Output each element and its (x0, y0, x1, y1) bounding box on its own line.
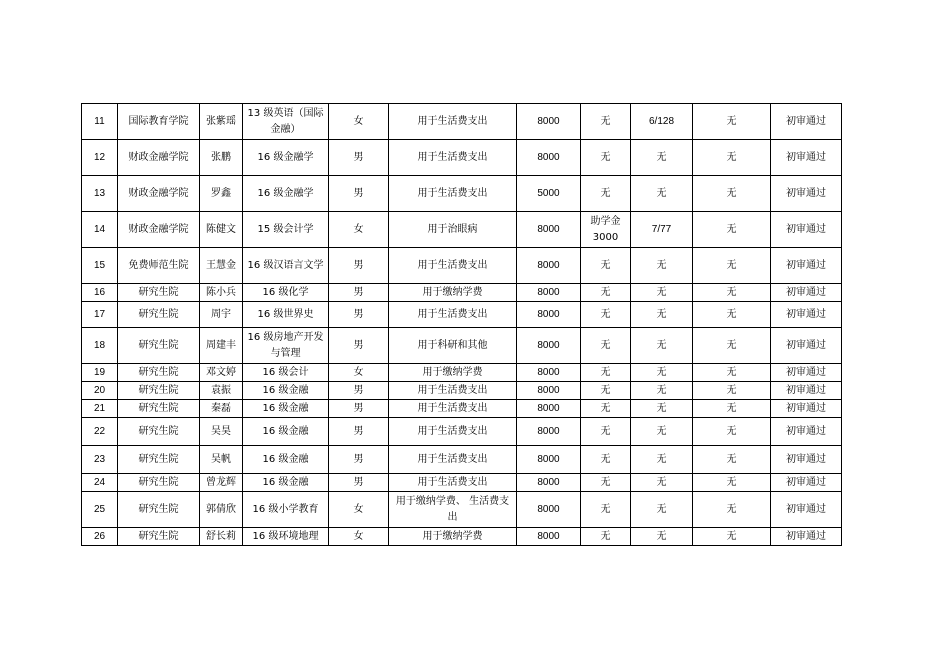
cell-major: 16 级金融 (243, 474, 329, 492)
cell-rank: 6/128 (631, 104, 693, 140)
cell-other: 无 (693, 528, 771, 546)
cell-status: 初审通过 (771, 492, 842, 528)
cell-gender: 男 (329, 140, 389, 176)
table-row (82, 104, 842, 140)
table-row (82, 400, 842, 418)
cell-purpose: 用于生活费支出 (389, 474, 517, 492)
cell-gender: 男 (329, 446, 389, 474)
cell-amount: 8000 (517, 528, 581, 546)
cell-gender: 男 (329, 474, 389, 492)
cell-major: 16 级环境地理 (243, 528, 329, 546)
cell-gender: 男 (329, 248, 389, 284)
cell-status: 初审通过 (771, 328, 842, 364)
cell-status: 初审通过 (771, 302, 842, 328)
cell-aid: 助学金3000 (581, 212, 631, 248)
cell-no: 12 (82, 140, 118, 176)
cell-rank: 无 (631, 528, 693, 546)
cell-aid: 无 (581, 446, 631, 474)
cell-college: 研究生院 (118, 528, 200, 546)
table-row (82, 328, 842, 364)
cell-college: 研究生院 (118, 382, 200, 400)
cell-major: 16 级金融 (243, 400, 329, 418)
cell-amount: 8000 (517, 492, 581, 528)
cell-no: 13 (82, 176, 118, 212)
cell-no: 21 (82, 400, 118, 418)
cell-gender: 女 (329, 104, 389, 140)
cell-major: 16 级金融学 (243, 176, 329, 212)
table-row (82, 248, 842, 284)
cell-aid: 无 (581, 104, 631, 140)
cell-other: 无 (693, 284, 771, 302)
table-row (82, 382, 842, 400)
cell-name: 曾龙辉 (200, 474, 243, 492)
cell-major: 16 级世界史 (243, 302, 329, 328)
cell-no: 24 (82, 474, 118, 492)
table-row (82, 474, 842, 492)
cell-gender: 男 (329, 418, 389, 446)
cell-other: 无 (693, 328, 771, 364)
cell-status: 初审通过 (771, 104, 842, 140)
cell-purpose: 用于缴纳学费、 生活费支出 (389, 492, 517, 528)
table-row (82, 492, 842, 528)
cell-no: 17 (82, 302, 118, 328)
cell-gender: 男 (329, 382, 389, 400)
cell-name: 周建丰 (200, 328, 243, 364)
table-row (82, 212, 842, 248)
cell-purpose: 用于生活费支出 (389, 418, 517, 446)
cell-aid: 无 (581, 364, 631, 382)
cell-no: 22 (82, 418, 118, 446)
cell-purpose: 用于科研和其他 (389, 328, 517, 364)
cell-aid: 无 (581, 418, 631, 446)
cell-no: 16 (82, 284, 118, 302)
cell-no: 18 (82, 328, 118, 364)
cell-college: 研究生院 (118, 474, 200, 492)
cell-name: 吴昊 (200, 418, 243, 446)
cell-amount: 8000 (517, 140, 581, 176)
cell-status: 初审通过 (771, 140, 842, 176)
cell-amount: 8000 (517, 400, 581, 418)
cell-status: 初审通过 (771, 364, 842, 382)
cell-rank: 无 (631, 400, 693, 418)
cell-name: 陈小兵 (200, 284, 243, 302)
cell-aid: 无 (581, 140, 631, 176)
cell-major: 16 级小学教育 (243, 492, 329, 528)
cell-other: 无 (693, 382, 771, 400)
cell-gender: 女 (329, 212, 389, 248)
cell-rank: 无 (631, 418, 693, 446)
cell-gender: 男 (329, 400, 389, 418)
cell-name: 罗鑫 (200, 176, 243, 212)
table-row (82, 302, 842, 328)
cell-purpose: 用于生活费支出 (389, 382, 517, 400)
cell-college: 研究生院 (118, 492, 200, 528)
table-row (82, 176, 842, 212)
cell-name: 陈健文 (200, 212, 243, 248)
table-row (82, 446, 842, 474)
cell-status: 初审通过 (771, 528, 842, 546)
cell-major: 16 级金融学 (243, 140, 329, 176)
cell-status: 初审通过 (771, 382, 842, 400)
cell-purpose: 用于生活费支出 (389, 248, 517, 284)
cell-college: 免费师范生院 (118, 248, 200, 284)
cell-status: 初审通过 (771, 176, 842, 212)
cell-amount: 8000 (517, 474, 581, 492)
cell-gender: 女 (329, 492, 389, 528)
cell-rank: 无 (631, 492, 693, 528)
cell-rank: 7/77 (631, 212, 693, 248)
cell-other: 无 (693, 492, 771, 528)
cell-major: 16 级金融 (243, 418, 329, 446)
cell-aid: 无 (581, 528, 631, 546)
cell-other: 无 (693, 176, 771, 212)
cell-purpose: 用于生活费支出 (389, 400, 517, 418)
cell-rank: 无 (631, 284, 693, 302)
cell-purpose: 用于生活费支出 (389, 302, 517, 328)
cell-college: 财政金融学院 (118, 140, 200, 176)
cell-major: 13 级英语（国际金融） (243, 104, 329, 140)
cell-aid: 无 (581, 492, 631, 528)
cell-college: 研究生院 (118, 446, 200, 474)
cell-name: 袁振 (200, 382, 243, 400)
cell-aid: 无 (581, 400, 631, 418)
cell-other: 无 (693, 104, 771, 140)
cell-purpose: 用于缴纳学费 (389, 364, 517, 382)
cell-amount: 8000 (517, 248, 581, 284)
cell-amount: 8000 (517, 302, 581, 328)
cell-rank: 无 (631, 302, 693, 328)
cell-name: 吴帆 (200, 446, 243, 474)
cell-purpose: 用于生活费支出 (389, 140, 517, 176)
cell-status: 初审通过 (771, 212, 842, 248)
cell-aid: 无 (581, 176, 631, 212)
cell-college: 研究生院 (118, 418, 200, 446)
table-row (82, 418, 842, 446)
cell-status: 初审通过 (771, 474, 842, 492)
cell-no: 19 (82, 364, 118, 382)
cell-aid: 无 (581, 382, 631, 400)
cell-name: 张紫瑶 (200, 104, 243, 140)
cell-other: 无 (693, 212, 771, 248)
cell-name: 周宇 (200, 302, 243, 328)
cell-amount: 8000 (517, 104, 581, 140)
cell-rank: 无 (631, 474, 693, 492)
table-row (82, 364, 842, 382)
cell-no: 14 (82, 212, 118, 248)
cell-major: 15 级会计学 (243, 212, 329, 248)
cell-gender: 男 (329, 302, 389, 328)
cell-no: 25 (82, 492, 118, 528)
cell-major: 16 级金融 (243, 446, 329, 474)
cell-gender: 女 (329, 528, 389, 546)
cell-aid: 无 (581, 328, 631, 364)
cell-status: 初审通过 (771, 284, 842, 302)
cell-purpose: 用于生活费支出 (389, 176, 517, 212)
cell-rank: 无 (631, 328, 693, 364)
cell-other: 无 (693, 140, 771, 176)
cell-gender: 男 (329, 328, 389, 364)
cell-college: 国际教育学院 (118, 104, 200, 140)
cell-purpose: 用于缴纳学费 (389, 528, 517, 546)
cell-status: 初审通过 (771, 418, 842, 446)
cell-no: 23 (82, 446, 118, 474)
cell-amount: 8000 (517, 284, 581, 302)
cell-college: 研究生院 (118, 400, 200, 418)
table-row (82, 284, 842, 302)
cell-status: 初审通过 (771, 400, 842, 418)
cell-amount: 8000 (517, 418, 581, 446)
cell-aid: 无 (581, 284, 631, 302)
table-row (82, 140, 842, 176)
cell-status: 初审通过 (771, 248, 842, 284)
cell-amount: 8000 (517, 382, 581, 400)
cell-purpose: 用于生活费支出 (389, 446, 517, 474)
applicant-table (81, 103, 842, 546)
cell-major: 16 级房地产开发与管理 (243, 328, 329, 364)
cell-name: 王慧金 (200, 248, 243, 284)
cell-aid: 无 (581, 474, 631, 492)
cell-other: 无 (693, 400, 771, 418)
cell-college: 财政金融学院 (118, 212, 200, 248)
cell-college: 研究生院 (118, 284, 200, 302)
cell-name: 舒长莉 (200, 528, 243, 546)
cell-status: 初审通过 (771, 446, 842, 474)
cell-name: 邓文婷 (200, 364, 243, 382)
cell-major: 16 级金融 (243, 382, 329, 400)
cell-rank: 无 (631, 176, 693, 212)
cell-other: 无 (693, 302, 771, 328)
cell-rank: 无 (631, 248, 693, 284)
cell-amount: 8000 (517, 364, 581, 382)
cell-amount: 8000 (517, 328, 581, 364)
cell-amount: 8000 (517, 212, 581, 248)
cell-purpose: 用于生活费支出 (389, 104, 517, 140)
cell-major: 16 级汉语言文学 (243, 248, 329, 284)
cell-rank: 无 (631, 446, 693, 474)
cell-amount: 5000 (517, 176, 581, 212)
cell-gender: 男 (329, 284, 389, 302)
cell-other: 无 (693, 418, 771, 446)
cell-other: 无 (693, 446, 771, 474)
cell-major: 16 级会计 (243, 364, 329, 382)
cell-rank: 无 (631, 140, 693, 176)
cell-aid: 无 (581, 302, 631, 328)
cell-major: 16 级化学 (243, 284, 329, 302)
cell-college: 研究生院 (118, 328, 200, 364)
cell-no: 26 (82, 528, 118, 546)
cell-other: 无 (693, 474, 771, 492)
cell-purpose: 用于治眼病 (389, 212, 517, 248)
cell-other: 无 (693, 248, 771, 284)
table-row (82, 528, 842, 546)
cell-college: 研究生院 (118, 364, 200, 382)
cell-other: 无 (693, 364, 771, 382)
cell-no: 11 (82, 104, 118, 140)
cell-name: 郭倩欣 (200, 492, 243, 528)
cell-amount: 8000 (517, 446, 581, 474)
cell-college: 研究生院 (118, 302, 200, 328)
cell-college: 财政金融学院 (118, 176, 200, 212)
cell-aid: 无 (581, 248, 631, 284)
cell-gender: 男 (329, 176, 389, 212)
cell-rank: 无 (631, 364, 693, 382)
cell-name: 秦磊 (200, 400, 243, 418)
cell-rank: 无 (631, 382, 693, 400)
cell-purpose: 用于缴纳学费 (389, 284, 517, 302)
cell-gender: 女 (329, 364, 389, 382)
cell-no: 15 (82, 248, 118, 284)
cell-name: 张鹏 (200, 140, 243, 176)
cell-no: 20 (82, 382, 118, 400)
